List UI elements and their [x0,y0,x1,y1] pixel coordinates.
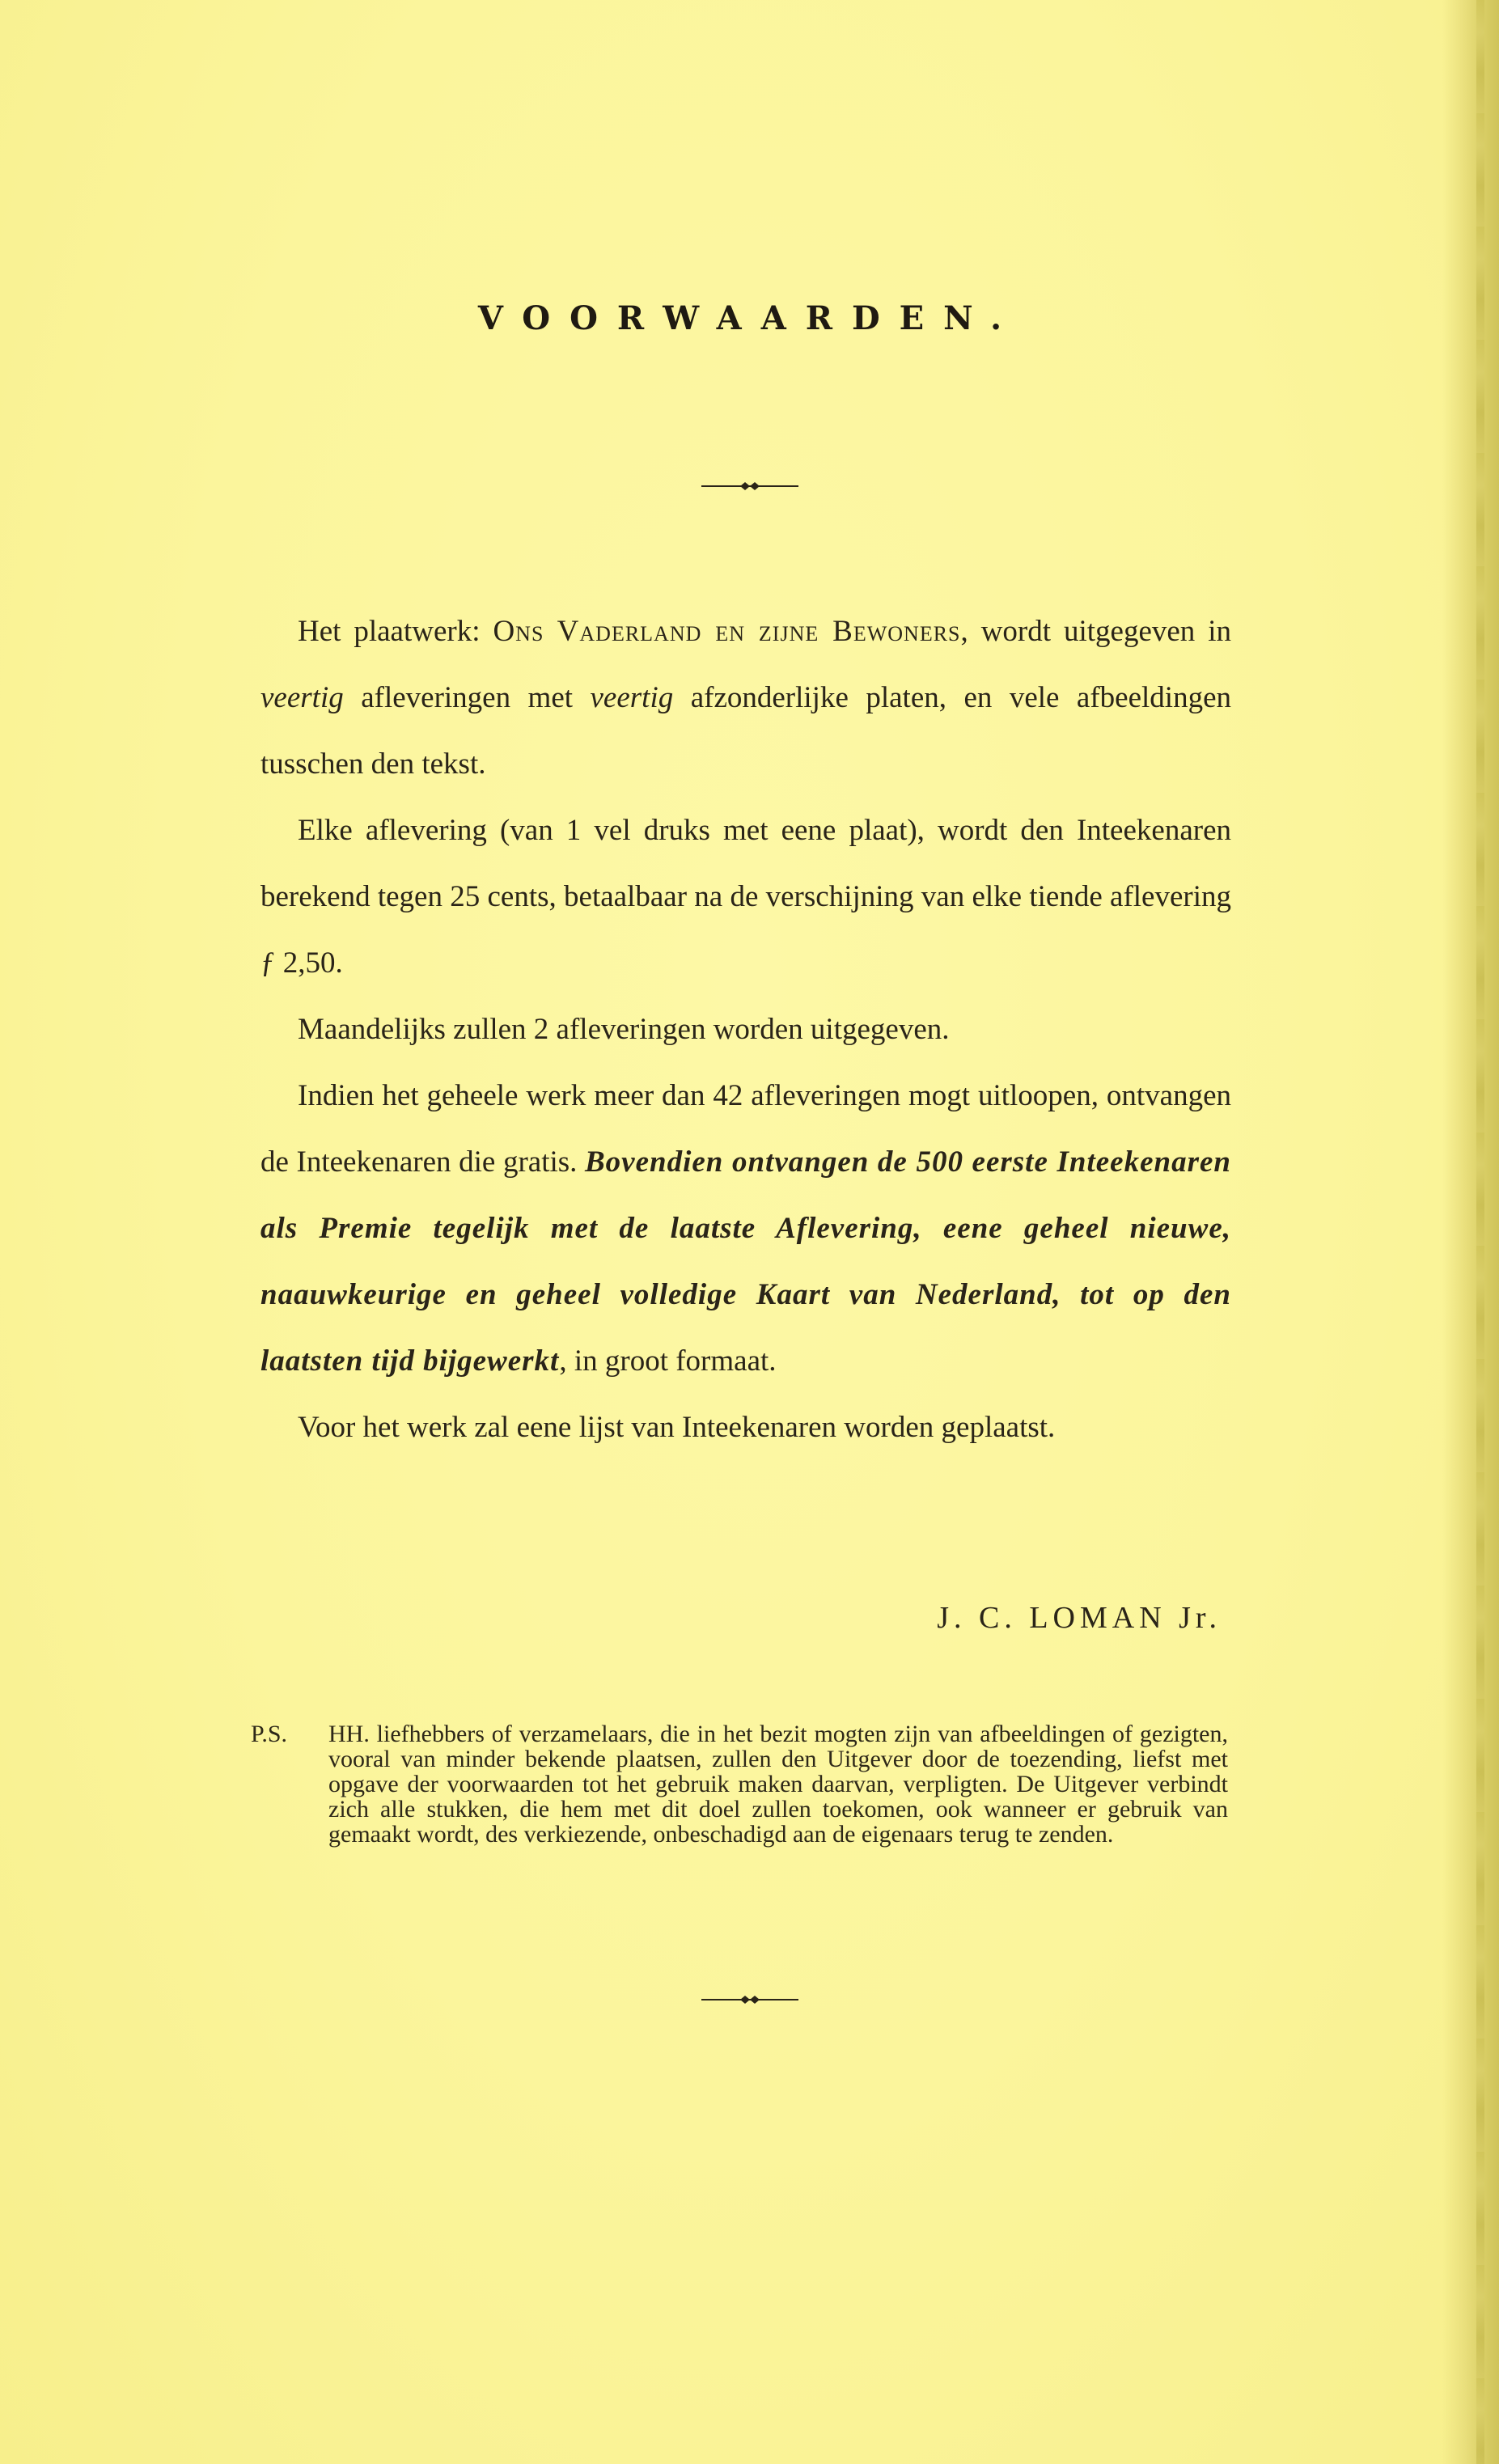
text-run: Indien het geheele werk meer dan 42 afleveringen mogt uitloopen, ontvangen de Inteekenaren die gratis. [260,1079,1231,1179]
page-edge-shadow [1442,0,1499,2464]
paragraph-premium [260,1063,1231,1395]
ornament-divider-bottom [701,1994,798,2005]
premium-offer-text: Bovendien ontvangen de 500 eerste Inteekenaren als Premie tegelijk met de laatste Aflevering, eene geheel nieuwe, naauwkeurige en geheel volledige Kaart van Nederland, tot op den laatsten tijd bijgewerkt [260,1145,1231,1378]
document-title: VOORWAARDEN. [477,299,1022,337]
terms-text [260,599,1231,1461]
paragraph-subscriber-list: Voor het werk zal eene lijst van Inteekenaren worden geplaatst. [298,1411,1056,1444]
page-binding-edge [1476,0,1484,2464]
work-title: Ons Vaderland en zijne Bewoners [493,615,961,648]
paragraph-schedule: Maandelijks zullen 2 afleveringen worden uitgegeven. [298,1013,950,1046]
ornament-divider-top [701,481,798,492]
text-run: Het plaatwerk: [298,615,493,648]
text-run: afzonderlijke platen, en vele afbeeldingen tusschen den tekst. [260,681,1231,781]
text-run: , wordt uitgegeven in [960,615,1232,648]
publisher-signature: J. C. LOMAN Jr. [937,1601,1222,1635]
paragraph-pricing: Elke aflevering (van 1 vel druks met eene plaat), wordt den Inteekenaren berekend tegen 25 cents, betaalbaar na de verschijning van elke tiende aflevering ƒ 2,50. [260,814,1231,980]
emphasis-text: veertig [590,681,674,714]
postscript-label: P.S. [251,1721,288,1747]
paragraph-publication [260,599,1231,798]
text-run: afleveringen met [343,681,591,714]
postscript-text: HH. liefhebbers of verzamelaars, die in het bezit mogten zijn van afbeeldingen of gezigten, vooral van minder bekende plaatsen, zullen den Uitgever door de toezending, liefst met opgave der voorwaarden tot het gebruik maken daarvan, verpligten. De Uitgever verbindt zich alle stukken, die hem met dit doel zullen toekomen, ook wanneer er gebruik van gemaakt wordt, des verkiezende, onbeschadigd aan de eigenaars terug te zenden. [328,1721,1228,1848]
text-run: , in groot formaat. [559,1344,777,1378]
postscript [251,1721,1228,1847]
emphasis-text: veertig [260,681,344,714]
